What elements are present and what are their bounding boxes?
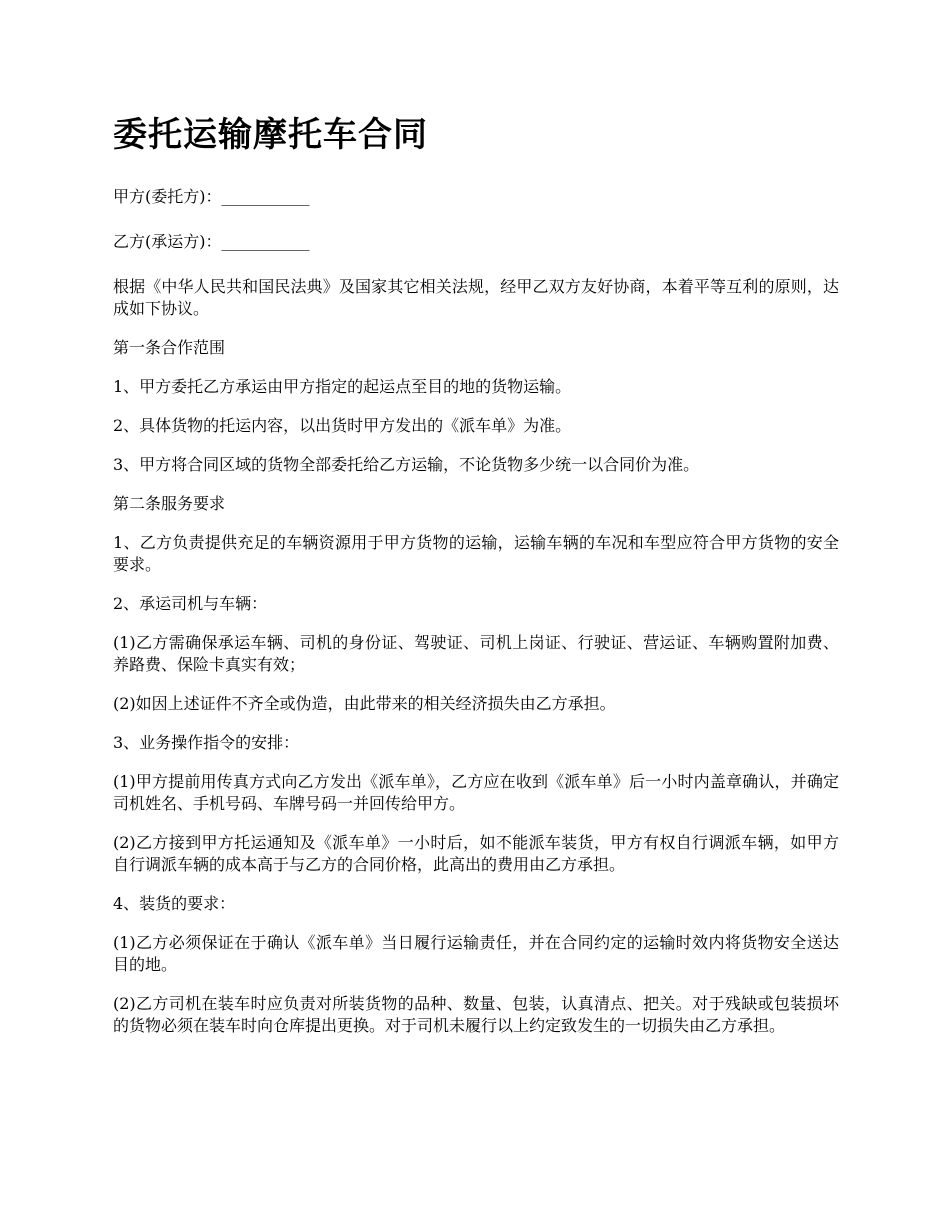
article-2-clause-2-item-1: (1)乙方需确保承运车辆、司机的身份证、驾驶证、司机上岗证、行驶证、营运证、车辆购置附加费、养路费、保险卡真实有效； <box>113 633 839 674</box>
article-2-clause-4: 4、装货的要求： <box>113 894 236 913</box>
article-1-heading: 第一条合作范围 <box>113 338 226 357</box>
document-title: 委托运输摩托车合同 <box>113 115 428 155</box>
party-a-line: 甲方(委托方)：___________ <box>113 187 310 206</box>
article-2-clause-4-item-1: (1)乙方必须保证在于确认《派车单》当日履行运输责任，并在合同约定的运输时效内将货物安全送达目的地。 <box>113 933 839 974</box>
article-2-clause-3-item-2: (2)乙方接到甲方托运通知及《派车单》一小时后，如不能派车装货，甲方有权自行调派车辆，如甲方自行调派车辆的成本高于与乙方的合同价格，此高出的费用由乙方承担。 <box>113 833 839 874</box>
article-1-clause-1: 1、甲方委托乙方承运由甲方指定的起运点至目的地的货物运输。 <box>113 377 572 396</box>
article-2-clause-3: 3、业务操作指令的安排： <box>113 733 300 752</box>
document-page <box>113 112 839 1054</box>
article-2-heading: 第二条服务要求 <box>113 494 226 513</box>
article-2-clause-2-item-2: (2)如因上述证件不齐全或伪造，由此带来的相关经济损失由乙方承担。 <box>113 694 616 713</box>
party-b-line: 乙方(承运方)：___________ <box>113 232 310 251</box>
article-2-clause-1: 1、乙方负责提供充足的车辆资源用于甲方货物的运输，运输车辆的车况和车型应符合甲方货物的安全要求。 <box>113 533 839 574</box>
article-1-clause-2: 2、具体货物的托运内容，以出货时甲方发出的《派车单》为准。 <box>113 416 572 435</box>
article-2-clause-3-item-1: (1)甲方提前用传真方式向乙方发出《派车单》，乙方应在收到《派车单》后一小时内盖章确认，并确定司机姓名、手机号码、车牌号码一并回传给甲方。 <box>113 772 839 813</box>
article-2-clause-2: 2、承运司机与车辆： <box>113 594 268 613</box>
article-2-clause-4-item-2: (2)乙方司机在装车时应负责对所装货物的品种、数量、包装，认真清点、把关。对于残缺或包装损坏的货物必须在装车时向仓库提出更换。对于司机未履行以上约定致发生的一切损失由乙方承担。 <box>113 994 839 1035</box>
article-1-clause-3: 3、甲方将合同区域的货物全部委托给乙方运输，不论货物多少统一以合同价为准。 <box>113 455 700 474</box>
preamble-paragraph: 根据《中华人民共和国民法典》及国家其它相关法规，经甲乙双方友好协商，本着平等互利的原则，达成如下协议。 <box>113 277 839 318</box>
